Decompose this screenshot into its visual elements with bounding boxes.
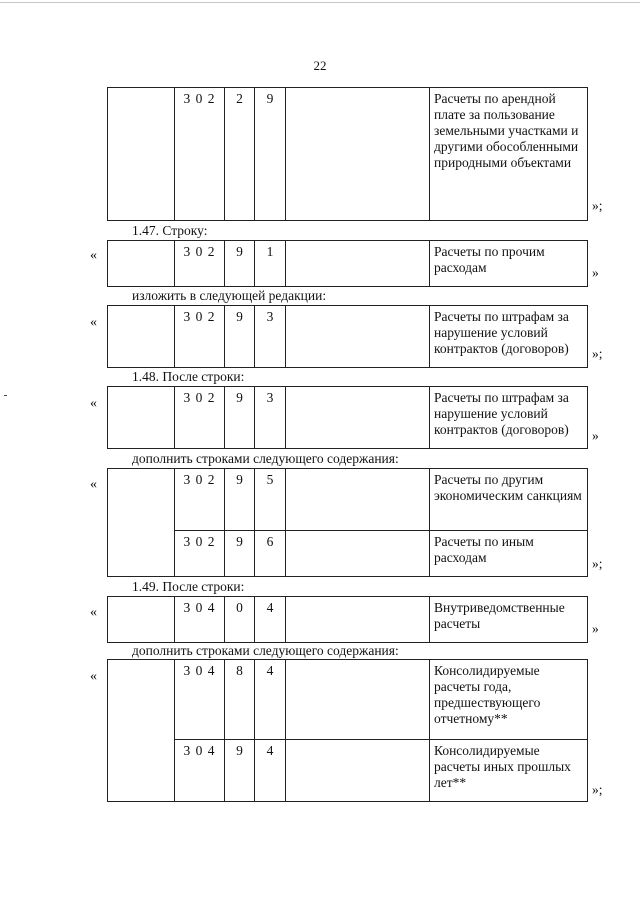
closing-quote: »; [592,782,603,797]
closing-quote: »; [592,556,603,571]
code-digit-1: 0 [225,597,255,643]
empty-cell [108,88,175,221]
opening-quote: « [90,477,97,492]
opening-quote: « [90,605,97,620]
table-row [108,306,588,368]
code-table-1 [107,240,588,287]
account-name: Расчеты по прочим расходам [430,241,588,287]
closing-quote: »; [592,198,603,213]
table-row [108,241,588,287]
empty-cell [108,469,175,577]
account-code: 3 0 4 [175,740,225,802]
empty-cell [286,469,430,531]
code-digit-1: 9 [225,469,255,531]
empty-cell [286,531,430,577]
account-name: Расчеты по другим экономическим санкциям [430,469,588,531]
table-row [108,469,588,531]
opening-quote: « [90,669,97,684]
code-table-2 [107,305,588,368]
closing-quote: » [592,621,599,636]
code-digit-2: 3 [255,387,286,449]
account-name: Консолидируемые расчеты года, предшествующего отчетному** [430,660,588,740]
table-row [108,660,588,740]
table-row [108,387,588,449]
account-name: Расчеты по штрафам за нарушение условий контрактов (договоров) [430,387,588,449]
account-code: 3 0 2 [175,241,225,287]
margin-mark [4,395,7,396]
empty-cell [286,88,430,221]
closing-quote: »; [592,346,603,361]
account-name: Консолидируемые расчеты иных прошлых лет** [430,740,588,802]
code-digit-1: 8 [225,660,255,740]
empty-cell [108,597,175,643]
empty-cell [108,241,175,287]
account-name: Расчеты по штрафам за нарушение условий контрактов (договоров) [430,306,588,368]
empty-cell [286,597,430,643]
code-table-0 [107,87,588,221]
table-row [108,740,588,802]
empty-cell [108,306,175,368]
account-code: 3 0 4 [175,660,225,740]
account-name: Расчеты по иным расходам [430,531,588,577]
empty-cell [286,306,430,368]
account-code: 3 0 2 [175,469,225,531]
code-digit-2: 4 [255,597,286,643]
code-digit-1: 9 [225,241,255,287]
code-table-4 [107,468,588,577]
top-rule [0,2,640,3]
code-digit-2: 5 [255,469,286,531]
account-code: 3 0 2 [175,88,225,221]
code-table-6 [107,659,588,802]
code-digit-1: 9 [225,740,255,802]
opening-quote: « [90,248,97,263]
empty-cell [286,740,430,802]
table-row [108,597,588,643]
account-code: 3 0 2 [175,306,225,368]
code-digit-1: 9 [225,531,255,577]
code-table-3 [107,386,588,449]
closing-quote: » [592,428,599,443]
account-name: Расчеты по арендной плате за пользование земельными участками и другими обособленными природными объектами [430,88,588,221]
account-code: 3 0 4 [175,597,225,643]
empty-cell [108,387,175,449]
code-digit-2: 3 [255,306,286,368]
empty-cell [108,660,175,802]
code-digit-1: 9 [225,387,255,449]
code-digit-2: 4 [255,740,286,802]
page-number: 22 [313,58,327,73]
code-digit-2: 1 [255,241,286,287]
account-name: Внутриведомственные расчеты [430,597,588,643]
section-heading: дополнить строками следующего содержания: [132,643,399,658]
section-heading: 1.48. После строки: [132,369,245,384]
code-digit-2: 4 [255,660,286,740]
empty-cell [286,660,430,740]
table-row [108,531,588,577]
code-digit-2: 6 [255,531,286,577]
closing-quote: » [592,265,599,280]
code-digit-1: 9 [225,306,255,368]
code-digit-1: 2 [225,88,255,221]
account-code: 3 0 2 [175,387,225,449]
section-heading: 1.47. Строку: [132,223,208,238]
opening-quote: « [90,396,97,411]
section-heading: 1.49. После строки: [132,579,245,594]
section-heading: дополнить строками следующего содержания: [132,451,399,466]
account-code: 3 0 2 [175,531,225,577]
code-table-5 [107,596,588,643]
code-digit-2: 9 [255,88,286,221]
empty-cell [286,387,430,449]
empty-cell [286,241,430,287]
section-heading: изложить в следующей редакции: [132,288,327,303]
table-row [108,88,588,221]
opening-quote: « [90,315,97,330]
